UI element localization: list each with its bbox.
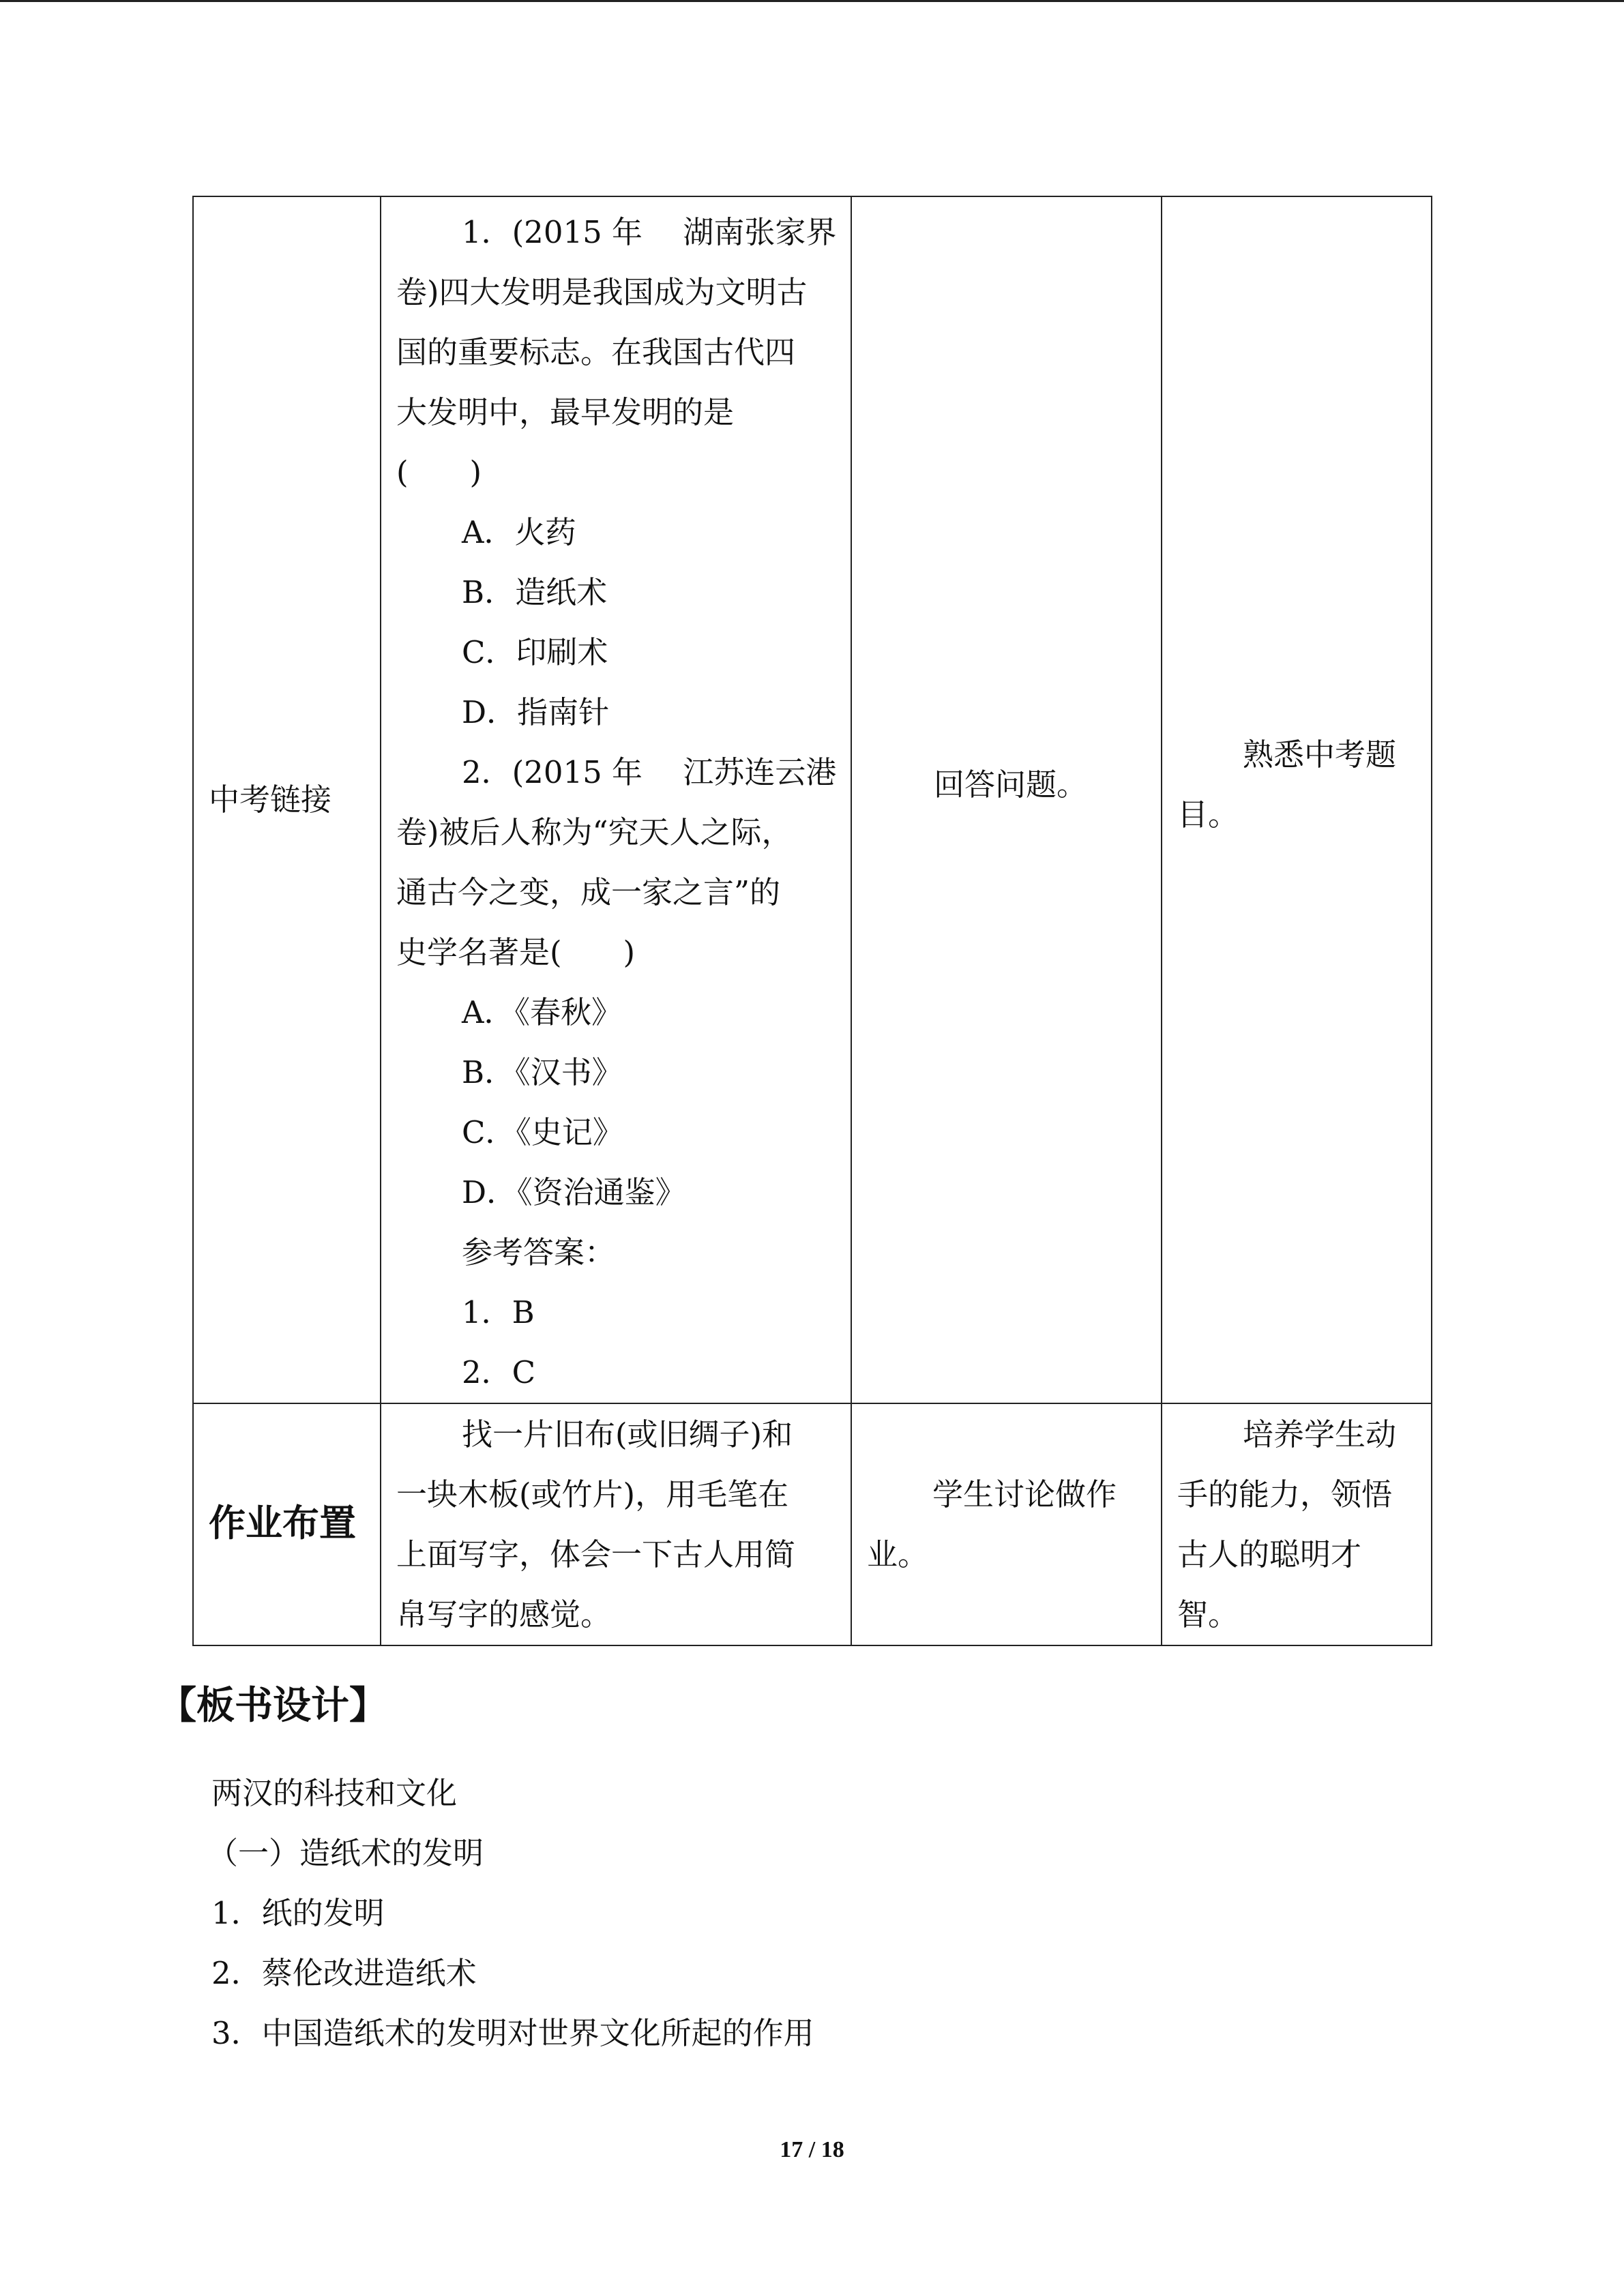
exam-question-1-option-a: A．火药 [462,514,576,550]
exam-question-2-line-4: 史学名著是( ) [396,934,636,970]
homework-content-line-2: 一块木板(或竹片)，用毛笔在 [396,1476,789,1512]
page-number: 17 / 18 [780,2137,844,2162]
homework-intent-cell [1162,1403,1432,1645]
exam-question-2-line-1: 2．(2015 年 江苏连云港 [462,754,837,790]
exam-question-2-option-a: A．《春秋》 [462,994,622,1030]
exam-student-activity-cell [851,196,1162,1403]
board-design-heading: 【板书设计】 [158,1684,387,1728]
exam-question-1-option-b: B．造纸术 [462,574,608,610]
exam-question-1-line-4: 大发明中，最早发明的是 [396,394,735,430]
top-border-line [0,0,1624,2]
answer-key-1: 1．B [462,1294,535,1330]
homework-intent-line-4: 智。 [1177,1596,1239,1632]
homework-label: 作业布置 [209,1502,356,1545]
exam-questions-cell [381,196,851,1403]
homework-intent-line-1: 培养学生动 [1243,1416,1397,1452]
homework-content-line-3: 上面写字，体会一下古人用简 [396,1536,796,1572]
exam-question-2-line-2: 卷)被后人称为“究天人之际， [396,814,793,850]
exam-link-row [193,196,1432,1403]
homework-student-line-1: 学生讨论做作 [932,1476,1117,1512]
homework-intent-line-2: 手的能力，领悟 [1177,1476,1393,1512]
exam-question-1-option-d: D．指南针 [462,694,610,730]
exam-question-1-blank: ( ) [396,454,482,490]
answer-key-heading: 参考答案： [462,1234,616,1270]
homework-intent-line-3: 古人的聪明才 [1177,1536,1362,1572]
answer-key-2: 2．C [462,1354,536,1390]
exam-intent-line-1: 熟悉中考题 [1243,736,1397,773]
exam-question-2-option-c: C．《史记》 [462,1114,623,1150]
exam-link-label-cell [193,196,381,1403]
board-line-title: 两汉的科技和文化 [211,1775,458,1811]
board-design-content [207,1763,814,2063]
exam-question-2-line-3: 通古今之变，成一家之言”的 [396,874,781,910]
exam-question-2-option-b: B．《汉书》 [462,1054,623,1090]
board-line-item-3: 3．中国造纸术的发明对世界文化所起的作用 [211,2015,814,2051]
exam-question-2-option-d: D．《资治通鉴》 [462,1174,686,1210]
exam-student-activity: 回答问题。 [934,766,1088,803]
homework-row [193,1403,1432,1645]
homework-content-line-4: 帛写字的感觉。 [396,1596,612,1632]
homework-student-line-2: 业。 [867,1536,929,1572]
exam-link-label: 中考链接 [209,781,332,818]
exam-question-1-line-2: 卷)四大发明是我国成为文明古 [396,274,808,310]
board-line-item-2: 2．蔡伦改进造纸术 [211,1955,477,1991]
exam-question-1-line-3: 国的重要标志。在我国古代四 [396,334,796,370]
board-line-section-1: （一）造纸术的发明 [207,1835,484,1871]
exam-question-1-option-c: C．印刷术 [462,634,608,670]
lesson-plan-table [192,196,1432,1646]
homework-content-line-1: 找一片旧布(或旧绸子)和 [462,1416,793,1452]
homework-label-cell [193,1403,381,1645]
homework-content-cell [381,1403,851,1645]
board-line-item-1: 1．纸的发明 [211,1895,385,1931]
exam-question-1-line-1: 1．(2015 年 湖南张家界 [462,214,837,250]
homework-student-cell [851,1403,1162,1645]
exam-intent-cell [1162,196,1432,1403]
exam-intent-line-2: 目。 [1177,796,1239,833]
